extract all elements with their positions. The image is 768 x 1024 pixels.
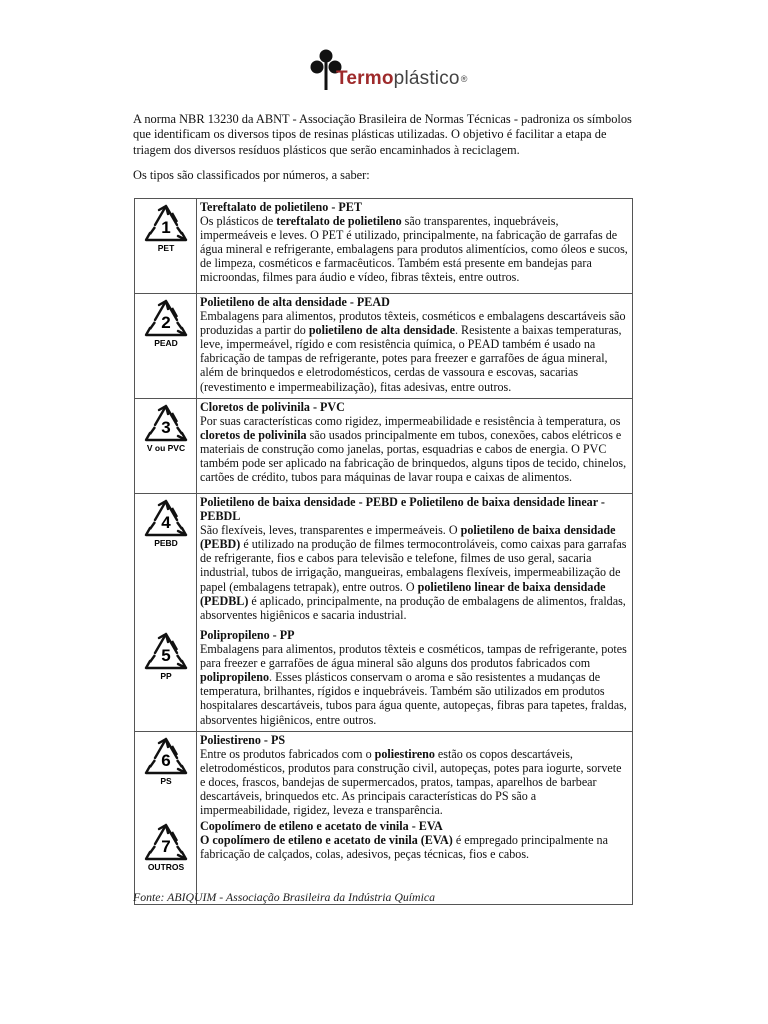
resin-description-cell — [197, 627, 632, 731]
resin-symbol-cell — [135, 199, 197, 293]
resin-number: 1 — [160, 218, 171, 237]
resin-row — [135, 731, 632, 818]
resin-title: Cloretos de polivinila - PVC — [200, 400, 345, 414]
termoplastico-logo — [306, 48, 466, 92]
resin-code: OUTROS — [147, 862, 184, 872]
resin-text-segment: Embalagens para alimentos, produtos têxteis e cosméticos, tampas de refrigerante, potes para freezer e garrafões de água mineral são alguns dos produtos fabricados com — [200, 642, 627, 671]
resin-code: V ou PVC — [146, 443, 185, 453]
resin-title: Polietileno de baixa densidade - PEBD e Polietileno de baixa densidade linear - PEBDL — [200, 495, 605, 524]
resin-text-segment: Embalagens para alimentos, produtos têxteis, cosméticos e embalagens descartáveis são produzidas a partir do — [200, 309, 626, 338]
resin-title: Polietileno de alta densidade - PEAD — [200, 295, 390, 309]
recycling-symbol-icon — [142, 631, 190, 681]
resin-text-segment: . Resistente a baixas temperaturas, leve, impermeável, rígido e com resistência química, o PEAD também é usado na fabricação de tampas de refrigerante, potes para freezer e garrafões de água mineral, além de brinquedos e eletrodomésticos, cerdas de vassoura e escovas, sacarias (revestimento e impermeabilização), fitas adesivas, entre outros. — [200, 323, 622, 394]
resin-text-segment: Entre os produtos fabricados com o — [200, 747, 375, 762]
resin-title: Polipropileno - PP — [200, 628, 295, 642]
resin-row — [135, 199, 632, 293]
resin-code: PEAD — [153, 338, 178, 348]
resin-highlight-term: polietileno linear de baixa densidade (PEDBL) — [200, 579, 606, 608]
recycling-symbol-icon — [142, 203, 190, 253]
resin-symbol-cell — [135, 732, 197, 818]
resin-description-cell — [197, 732, 632, 818]
resin-symbol-cell — [135, 494, 197, 627]
resin-text-segment: é empregado principalmente na fabricação de calçados, colas, adesivos, peças técnicas, fios e cabos. — [200, 833, 608, 862]
resin-table — [134, 198, 633, 905]
resin-row — [135, 493, 632, 627]
recycling-symbol-icon — [142, 736, 190, 786]
resin-row — [135, 398, 632, 493]
resin-number: 2 — [160, 313, 171, 332]
resin-code: PET — [157, 243, 174, 253]
resin-description-cell — [197, 399, 632, 493]
resin-text-segment: . Esses plásticos conservam o aroma e são resistentes a mudanças de temperatura, brilhantes, rígidos e inquebráveis. Também são utilizados em produtos hospitalares descartáveis, tubos para água quente, autopeças, fibras para tapetes, fraldas, absorventes higiênicos, entre outros. — [200, 670, 627, 727]
resin-description — [200, 414, 629, 484]
recycling-symbol-icon — [142, 298, 190, 348]
recycling-symbol-icon — [142, 498, 190, 548]
resin-text-segment: são transparentes, inquebráveis, impermeáveis e leves. O PET é utilizado, principalmente, na fabricação de garrafas de água mineral e refrigerante, embalagens para produtos alimentícios, como óleos e sucos, de limpeza, cosméticos e farmacêuticos. Também está presente em bandejas para microondas, filmes para áudio e vídeo, fibras têxteis, entre outros. — [200, 214, 628, 285]
recycling-symbol-icon — [142, 822, 190, 872]
resin-row — [135, 293, 632, 398]
resin-title: Copolímero de etileno e acetato de vinila - EVA — [200, 819, 443, 833]
resin-highlight-term: poliestireno — [374, 747, 435, 762]
resin-symbol-cell — [135, 399, 197, 493]
resin-highlight-term: polietileno de baixa densidade (PEBD) — [200, 523, 616, 552]
resin-row — [135, 627, 632, 731]
resin-text-segment: Os plásticos de — [200, 214, 277, 229]
resin-text-segment: é aplicado, principalmente, na produção de embalagens de alimentos, fraldas, absorventes higiênicos e sacaria industrial. — [200, 593, 626, 622]
resin-description — [200, 642, 629, 727]
source-note: Fonte: ABIQUIM - Associação Brasileira da Indústria Química — [133, 890, 435, 904]
resin-highlight-term: cloretos de polivinila — [200, 428, 307, 443]
resin-code: PP — [159, 671, 172, 681]
resin-description — [200, 523, 629, 622]
resin-description — [200, 309, 629, 394]
resin-highlight-term: polipropileno — [200, 670, 270, 685]
resin-highlight-term: polietileno de alta densidade — [308, 323, 455, 338]
recycling-symbol-icon — [142, 403, 190, 453]
resin-highlight-term: tereftalato de polietileno — [276, 214, 402, 229]
resin-number: 4 — [160, 513, 171, 532]
resin-description-cell — [197, 199, 632, 293]
resin-number: 3 — [160, 418, 171, 437]
resin-text-segment: São flexíveis, leves, transparentes e impermeáveis. O — [200, 523, 461, 538]
resin-text-segment: Por suas características como rigidez, impermeabilidade e resistência à temperatura, os — [200, 414, 621, 429]
resin-symbol-cell — [135, 627, 197, 731]
intro-paragraph: A norma NBR 13230 da ABNT - Associação Brasileira de Normas Técnicas - padroniza os símbolos que identificam os diversos tipos de resinas plásticas utilizadas. O objetivo é facilitar a etapa de triagem dos diversos resíduos plásticos que serão encaminhados à reciclagem. — [133, 112, 632, 157]
resin-title: Poliestireno - PS — [200, 733, 286, 747]
resin-text-segment: é utilizado na produção de filmes termocontroláveis, como caixas para garrafas de refrigerante, fios e cabos para televisão e telefone, filmes de uso geral, sacaria industrial, tubos de irrigação, mangueiras, embalagens flexíveis, impermeabilização de papel (embalagens tetrapak), entre outros. O — [200, 537, 627, 594]
resin-highlight-term: O copolímero de etileno e acetato de vinila (EVA) — [200, 833, 453, 848]
logo-wordmark: Termoplástico® — [336, 68, 468, 89]
resin-code: PEBD — [153, 538, 178, 548]
resin-text-segment: estão os copos descartáveis, eletrodomésticos, produtos para construção civil, autopeças, potes para iogurte, sorvete e doces, frascos, bandejas de supermercados, pratos, tampas, aparelhos de barbear descartáveis, brinquedos etc. As principais características do PS são a impermeabilidade, rigidez, leveza e transparência. — [200, 747, 622, 818]
resin-number: 5 — [160, 646, 171, 665]
resin-description — [200, 833, 629, 861]
resin-description — [200, 747, 629, 817]
resin-symbol-cell — [135, 294, 197, 398]
resin-title: Tereftalato de polietileno - PET — [200, 200, 362, 214]
types-intro-paragraph: Os tipos são classificados por números, a saber: — [133, 168, 370, 182]
resin-description — [200, 214, 629, 284]
resin-code: PS — [159, 776, 172, 786]
resin-description-cell — [197, 294, 632, 398]
resin-number: 6 — [160, 751, 171, 770]
resin-description-cell — [197, 494, 632, 627]
resin-text-segment: são usados principalmente em tubos, conexões, cabos elétricos e materiais de construção como janelas, portas, esquadrias e cabos de energia. O PVC também pode ser aplicado na fabricação de brinquedos, alguns tipos de tecido, chinelos, cartões de crédito, tubos para máquinas de lavar roupa e caixas de alimentos. — [200, 428, 627, 485]
resin-number: 7 — [160, 837, 171, 856]
